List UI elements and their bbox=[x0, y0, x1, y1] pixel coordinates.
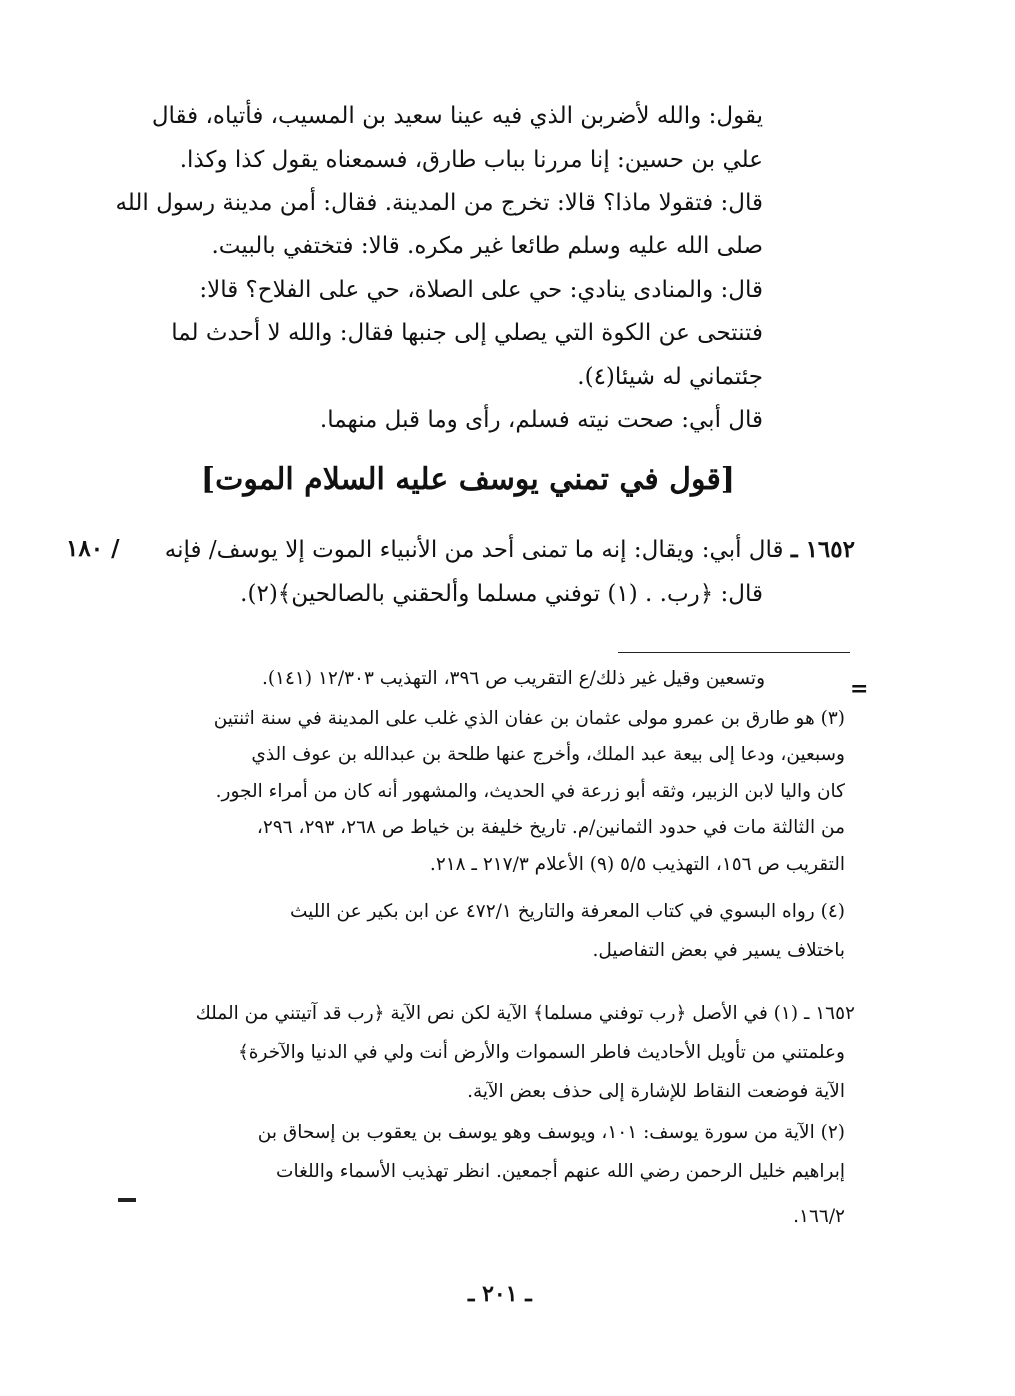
footnote-a-line-6: التقريب ص ١٥٦، التهذيب ٥/٥ (٩) الأعلام ٢١٧/٣ ـ ٢١٨. bbox=[429, 854, 845, 875]
footnote-a-line-3: وسبعين، ودعا إلى بيعة عبد الملك، وأخرج عنها طلحة بن عبدالله بن عوف الذي bbox=[251, 744, 845, 765]
footnote-a-line-1: وتسعين وقيل غير ذلك/ع التقريب ص ٣٩٦، التهذيب ١٢/٣٠٣ (١٤١). bbox=[261, 668, 765, 689]
narrative-line-1: يقول: والله لأضربن الذي فيه عينا سعيد بن المسيب، فأتياه، فقال bbox=[151, 103, 763, 129]
footnote-a-line-4: كان واليا لابن الزبير، وثقه أبو زرعة في الحديث، والمشهور أنه كان من أمراء الجور. bbox=[215, 781, 845, 802]
footnote-a-line-5: من الثالثة مات في حدود الثمانين/م. تاريخ خليفة بن خياط ص ٢٦٨، ٢٩٣، ٢٩٦، bbox=[256, 817, 845, 838]
footnote-a-line-2: (٣) هو طارق بن عمرو مولى عثمان بن عفان الذي غلب على المدينة في سنة اثنتين bbox=[213, 708, 845, 729]
footnote-b-line-1: ١٦٥٢ ـ (١) في الأصل ﴿رب توفني مسلما﴾ الآية لكن نص الآية ﴿رب قد آتيتني من الملك bbox=[195, 1003, 855, 1024]
footnote-b-line-4: (٢) الآية من سورة يوسف: ١٠١، ويوسف وهو يوسف بن يعقوب بن إسحاق بن bbox=[257, 1122, 845, 1143]
narrative-line-3: قال: فتقولا ماذا؟ قالا: تخرج من المدينة. فقال: أمن مدينة رسول الله bbox=[115, 190, 763, 216]
page-number: ـ ٢٠١ ـ bbox=[468, 1281, 532, 1307]
narrative-line-4: صلى الله عليه وسلم طائعا غير مكره. قالا: فتختفي بالبيت. bbox=[211, 233, 763, 259]
narrative-line-6: فتنتحى عن الكوة التي يصلي إلى جنبها فقال: والله لا أحدث لما bbox=[171, 320, 763, 346]
section-heading: [قول في تمني يوسف عليه السلام الموت] bbox=[200, 462, 735, 497]
narrative-line-2: علي بن حسين: إنا مررنا بباب طارق، فسمعناه يقول كذا وكذا. bbox=[179, 147, 763, 173]
footnote-b-line-5: إبراهيم خليل الرحمن رضي الله عنهم أجمعين. انظر تهذيب الأسماء واللغات bbox=[276, 1161, 845, 1182]
footnote-a-line-7: (٤) رواه البسوي في كتاب المعرفة والتاريخ ٤٧٢/١ عن ابن بكير عن الليث bbox=[290, 901, 845, 922]
footnote-a-line-8: باختلاف يسير في بعض التفاصيل. bbox=[592, 940, 845, 961]
footnote-b-line-3: الآية فوضعت النقاط للإشارة إلى حذف بعض الآية. bbox=[467, 1081, 845, 1102]
entry-line-1 bbox=[155, 533, 855, 567]
narrative-line-8: قال أبي: صحت نيته فسلم، رأى وما قبل منهما. bbox=[319, 407, 763, 433]
narrative-line-7: جئتماني له شيئا(٤). bbox=[577, 364, 763, 390]
margin-dash-mark bbox=[118, 1198, 136, 1202]
entry-line-2: قال: ﴿رب. . (١) توفني مسلما وألحقني بالصالحين﴾(٢). bbox=[240, 581, 763, 607]
page-reference-marker: / ١٨٠ bbox=[66, 535, 120, 562]
entry-number: ١٦٥٢ ـ bbox=[790, 536, 855, 563]
footnote-b-line-2: وعلمتني من تأويل الأحاديث فاطر السموات والأرض أنت ولي في الدنيا والآخرة﴾ bbox=[237, 1042, 845, 1063]
footnote-separator bbox=[618, 652, 850, 653]
entry-text-1: قال أبي: ويقال: إنه ما تمنى أحد من الأنبياء الموت إلا يوسف/ فإنه bbox=[164, 537, 784, 563]
footnote-b-line-6: ١٦٦/٢. bbox=[793, 1206, 845, 1227]
narrative-line-5: قال: والمنادى ينادي: حي على الصلاة، حي على الفلاح؟ قالا: bbox=[199, 277, 763, 303]
continuation-mark: = bbox=[850, 676, 869, 702]
